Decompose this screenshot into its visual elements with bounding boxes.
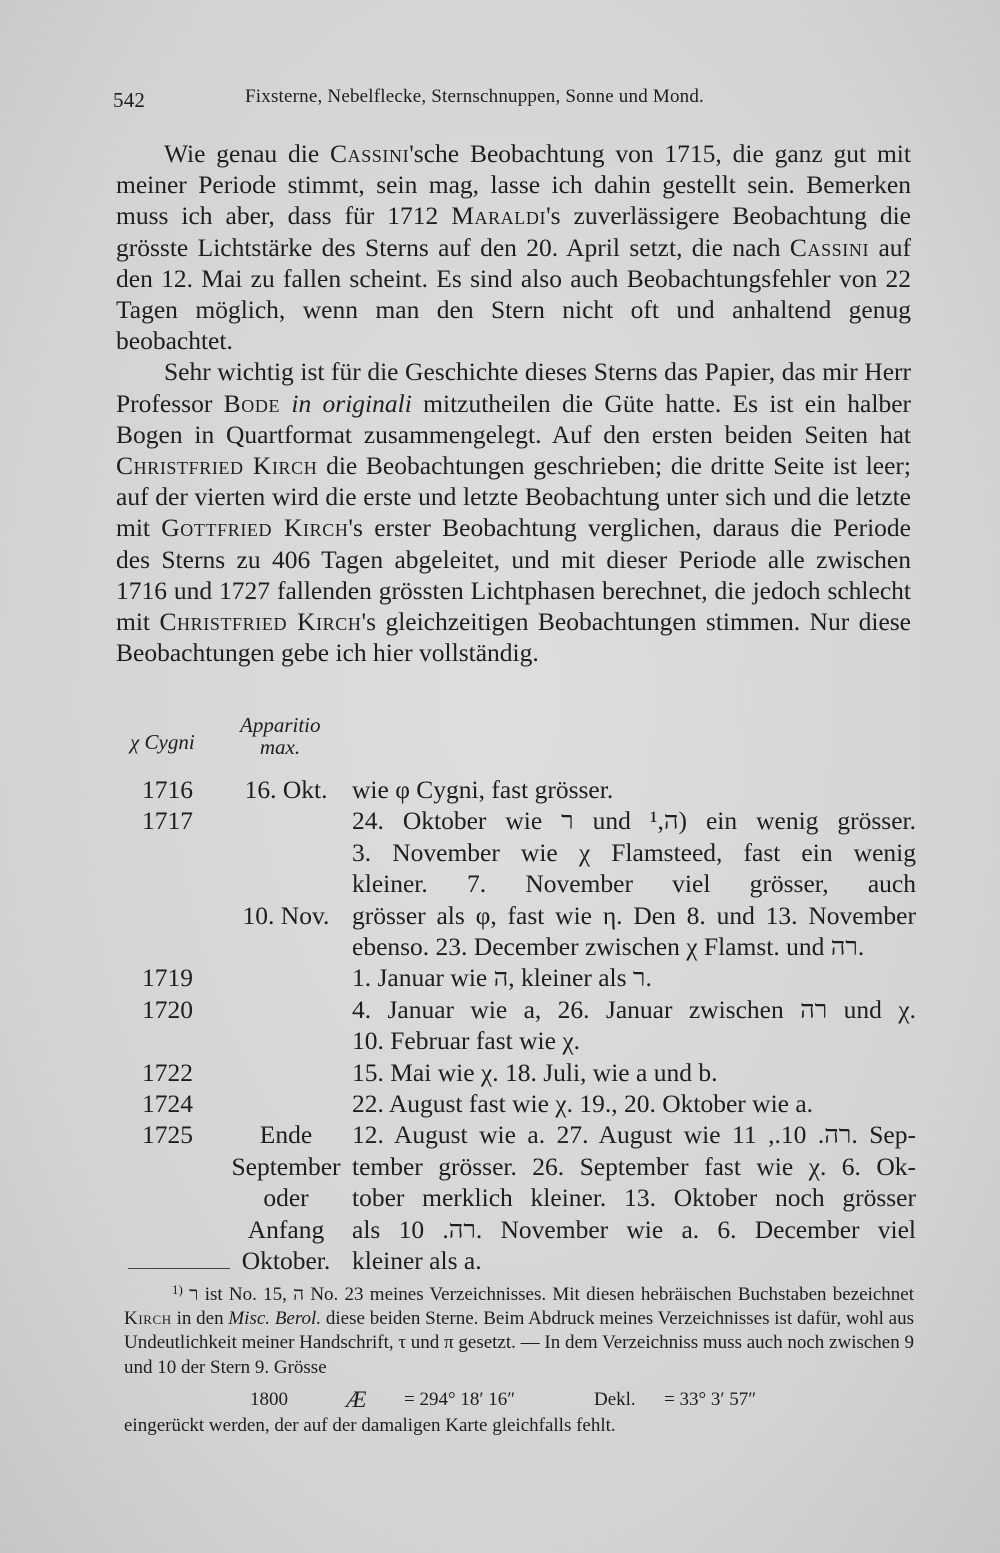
observation-year: 1722 [142,1057,193,1087]
observation-row [116,1025,916,1056]
observation-year [116,1025,220,1056]
observation-apparitio [220,1025,352,1056]
observation-text: 12. August wie a. 27. August wie רה. 10., 11. Sep- [352,1120,916,1150]
observation-apparitio [220,1088,352,1119]
text-run: 's erster Beobachtung verglichen, daraus die Periode des Sterns zu 406 Tagen abgeleitet, und mit dieser Periode alle zwischen 1716 und 1727 fallenden grössten Lichtphasen berechnet, die jedoch schlecht mit [116,513,911,637]
running-title: Fixsterne, Nebelflecke, Sternschnuppen, Sonne und Mond. [245,86,704,107]
paragraph-cassini [116,138,911,356]
observation-apparitio: September [231,1151,341,1181]
observation-rows [116,774,916,1277]
observation-year [116,1151,220,1182]
observation-row [116,962,916,993]
observation-text: wie φ Cygni, fast grösser. [352,775,614,804]
text-run: ר ist No. 15, ה No. 23 meines Verzeichnisses. Mit diesen hebräischen Buchstaben bezeichnet [182,1284,914,1305]
footnote-text [124,1278,914,1380]
observation-text: grösser als φ, fast wie η. Den 8. und 13. November [352,900,916,930]
title-misc-berol: Misc. Berol. [228,1308,322,1330]
observation-text: 1. Januar wie ה, kleiner als ר. [352,963,652,993]
name-cassini: Cassini [789,232,870,262]
observation-text: ebenso. 23. December zwischen χ Flamst. und רה. [352,932,865,962]
page-number: 542 [113,88,146,112]
observation-year: 1720 [142,994,193,1024]
epoch-year: 1800 [250,1388,288,1410]
observation-apparitio: 16. Okt. [244,775,328,804]
observation-table [116,712,916,1277]
footnote-rule [128,1268,230,1269]
observation-apparitio: Ende [259,1120,313,1150]
observation-row [116,1057,916,1088]
observation-year [116,1182,220,1213]
name-gottfried-kirch: Gottfried Kirch [161,513,349,543]
observation-row [116,994,916,1025]
text-run: Wie genau die [164,139,330,168]
max-label: max. [259,735,301,759]
observation-row [116,1182,916,1213]
observation-year: 1716 [142,775,193,804]
observation-row [116,868,916,899]
text-run: die Beobachtungen geschrieben; die dritte Seite ist leer; auf der vierten wird die erste und letzte Beobachtung unter sich und die letzte mit [116,451,911,543]
observation-row [116,1214,916,1245]
text-run: in den [171,1308,229,1330]
text-run: auf den 12. Mai zu fallen scheint. Es sind also auch Beobachtungsfehler von 22 Tagen möglich, wenn man den Stern nicht oft und anhaltend genug beobachtet. [116,232,912,356]
name-christfried-kirch: Christfried Kirch [159,607,362,637]
observation-text: 4. Januar wie a, 26. Januar zwischen רה und χ. [352,994,916,1024]
observation-year [116,1214,220,1245]
name-maraldi: Maraldi [451,201,547,231]
observation-year: 1725 [142,1120,193,1150]
observation-year [116,900,220,931]
observation-row [116,837,916,868]
observation-row [116,1119,916,1150]
declination-value: = 33° 3′ 57″ [664,1388,757,1410]
observation-apparitio [220,994,352,1025]
observation-row [116,900,916,931]
observation-apparitio: 10. Nov. [242,900,330,930]
observation-text: kleiner. 7. November viel grösser, auch [352,869,916,899]
observation-text: als רה. 10. November wie a. 6. December viel [352,1214,916,1244]
footnote-marker: 1) [172,1282,183,1297]
paragraph-bode-paper [116,356,911,668]
footnote-text-end: eingerückt werden, der auf der damaligen Karte gleichfalls fehlt. [124,1415,616,1437]
text-run: 'sche Beobachtung von 1715, die ganz gut mit meiner Periode stimmt, sein mag, lasse ich dahin gestellt sein. Bemerken muss ich aber, dass für 1712 [116,139,911,231]
observation-year: 1724 [142,1089,193,1119]
star-position-formula [124,1388,914,1412]
observation-year: 1719 [142,963,193,993]
page-header [113,82,793,116]
phrase-in-originali: in originali [291,388,412,418]
body-text [116,138,911,668]
observation-apparitio [220,931,352,962]
text-run: mitzutheilen die Güte hatte. Es ist ein halber Bogen in Quartformat zusammengelegt. Auf den ersten beiden Seiten hat [116,388,912,449]
observation-year [116,931,220,962]
observation-text: 10. Februar fast wie χ. [352,1026,581,1056]
observation-apparitio [220,868,352,899]
observation-apparitio: oder [263,1183,309,1213]
observation-row [116,1151,916,1182]
observation-year [116,868,220,899]
footnote [124,1278,914,1438]
observation-text: 3. November wie χ Flamsteed, fast ein wenig [352,837,916,867]
observation-row [116,805,916,836]
observation-year: 1717 [142,806,193,836]
observation-text: tober merklich kleiner. 13. Oktober noch grösser [352,1183,916,1213]
observation-text: tember grösser. 26. September fast wie χ. 6. Ok- [352,1151,916,1181]
observation-row [116,1245,916,1276]
declination-label: Dekl. [594,1388,636,1410]
observation-row [116,1088,916,1119]
observation-apparitio [220,837,352,868]
apparitio-label: Apparitio [240,713,321,737]
text-run: Sehr wichtig ist für die Geschichte dieses Sterns das Papier, das mir Herr Professor [116,357,911,418]
observation-apparitio [220,1057,352,1088]
observation-row [116,774,916,805]
name-christfried-kirch: Christfried Kirch [116,451,318,481]
observation-text: 15. Mai wie χ. 18. Juli, wie a und b. [352,1057,718,1087]
text-run: diese beiden Sterne. Beim Abdruck meines Verzeichnisses ist dafür, wohl aus Undeutlichkeit meiner Handschrift, τ und π gesetzt. — In dem Verzeichniss muss auch noch zwischen 9 und 10 der Stern 9. Grösse [124,1308,914,1378]
right-ascension-value: = 294° 18′ 16″ [404,1388,516,1410]
name-bode: Bode [223,388,281,418]
observation-table-header [116,712,916,762]
observation-apparitio [220,962,352,993]
observation-apparitio: Oktober. [241,1246,331,1276]
text-run: 's gleichzeitigen Beobachtungen stimmen. Nur diese Beobachtungen gebe ich hier vollständig. [116,607,912,668]
right-ascension-symbol: Æ [346,1386,367,1412]
column-header-apparitio [240,714,320,758]
observation-text: 22. August fast wie χ. 19., 20. Oktober wie a. [352,1089,814,1119]
text-run: 's zuverlässigere Beobachtung die grösste Lichtstärke des Sterns auf den 20. April setzt, die nach [116,201,912,262]
observation-text: kleiner als a. [352,1246,482,1276]
observation-apparitio: Anfang [247,1214,325,1244]
observation-year [116,1245,220,1276]
observation-row [116,931,916,962]
observation-text: 24. Oktober wie ר und ה,¹) ein wenig grösser. [352,806,916,836]
name-cassini: Cassini [329,139,410,168]
observation-apparitio [220,805,352,836]
column-header-star: χ Cygni [130,730,195,754]
observation-year [116,837,220,868]
name-kirch: Kirch [124,1308,172,1330]
